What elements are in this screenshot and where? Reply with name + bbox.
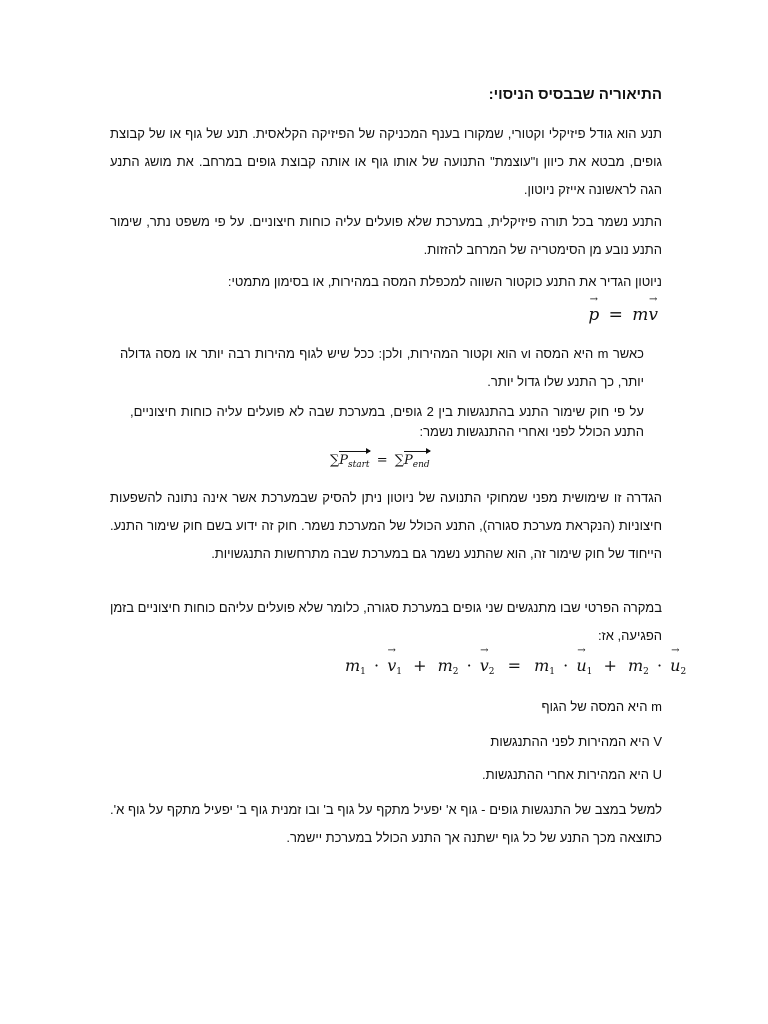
paragraph-newton-definition: ניוטון הגדיר את התנע כוקטור השווה למכפלת המסה במהירות, או בסימון מתמטי: [227, 274, 662, 289]
eq2-sum-left: ∑ [330, 453, 340, 468]
paragraph-two-body: במקרה הפרטי שבו מתנגשים שני גופים במערכת סגורה, כלומר שלא פועלים עליהם כוחות חיצוניים בזמן הפגיעה, אז: [110, 600, 662, 643]
eq1-p: → p [588, 305, 599, 325]
eq2-sum-right: ∑ [394, 453, 405, 468]
p4-m-symbol: m [597, 346, 609, 361]
eq2-p-end: $P_{end}$ [404, 453, 430, 470]
equation-momentum [588, 305, 658, 325]
p4-part3: הוא וקטור המהירות, ולכן: ככל שיש לגוף מהירות רבה יותר או מסה גדולה יותר, כך התנע שלו גדול יותר. [120, 346, 644, 389]
def-m-symbol: m [651, 699, 662, 714]
paragraph-collision-law: על פי חוק שימור התנע בהתנגשות בין 2 גופים, במערכת שבה לא פועלים עליה כוחות חיצוניים, התנע הכולל לפני ואחרי ההתנגשות נשמר: [130, 404, 644, 439]
def-m-text: היא המסה של הגוף [541, 699, 648, 714]
paragraph-closed-system: הגדרה זו שימושית מפני שמחוקי התנועה של ניוטון ניתן להסיק שבמערכת אשר אינה נתונה להשפעות חיצוניות (הנקראת מערכת סגורה), התנע הכולל של המערכת נשמר. חוק זה ידוע בשם חוק שימור התנע. הייחוד של חוק שימור זה, הוא שהתנע נשמר גם במערכת שבה מתרחשות התנגשויות. [110, 490, 662, 561]
definition-v [200, 728, 662, 756]
eq1-equals: = [608, 305, 623, 325]
eq1-v: → v [648, 305, 658, 325]
def-u-text: היא המהירות אחרי ההתנגשות. [482, 767, 649, 782]
eq2-equals: = [376, 453, 388, 468]
def-v-symbol: V [653, 734, 662, 749]
section-title: התיאוריה שבבסיס הניסוי: [488, 86, 662, 103]
definition-u [200, 761, 662, 789]
def-v-text: היא המהירות לפני ההתנגשות [490, 734, 650, 749]
definition-m [200, 693, 662, 721]
paragraph-example: למשל במצב של התנגשות גופים - גוף א' יפעיל מתקף על גוף ב' ובו זמנית גוף ב' יפעיל מתקף על גוף א'. כתוצאה מכך התנע של כל גוף ישתנה אך התנע הכולל במערכת יישמר. [110, 802, 662, 845]
paragraph-symbol-explanation [120, 340, 644, 396]
p4-part2: היא המסה ו [527, 346, 594, 361]
paragraph-conservation: התנע נשמר בכל תורה פיזיקלית, במערכת שלא פועלים עליה כוחות חיצוניים. על פי משפט נתר, שימור התנע נובע מן הסימטריה של המרחב להזזות. [110, 214, 662, 257]
p4-part1: כאשר [612, 346, 644, 361]
def-u-symbol: U [652, 767, 662, 782]
p4-v-symbol: v [521, 346, 528, 361]
eq2-p-start: $P_{start}$ [339, 453, 370, 470]
paragraph-momentum-definition: תנע הוא גודל פיזיקלי וקטורי, שמקורו בענף המכניקה של הפיזיקה הקלאסית. תנע של גוף או של קבוצת גופים, מבטא את כיוון ו"עוצמת" התנועה של אותו גוף או אותה קבוצת גופים במרחב. את מושג התנע הגה לראשונה אייזק ניוטון. [110, 126, 662, 197]
equation-sum-conservation [330, 451, 430, 470]
eq1-m: m [632, 305, 649, 325]
equation-two-body: $m_1$ · → $v_1 + m_2$ · → $v_2 = m_1$ · → $u_1 + m_2$ · → $u_2$ [345, 656, 686, 677]
